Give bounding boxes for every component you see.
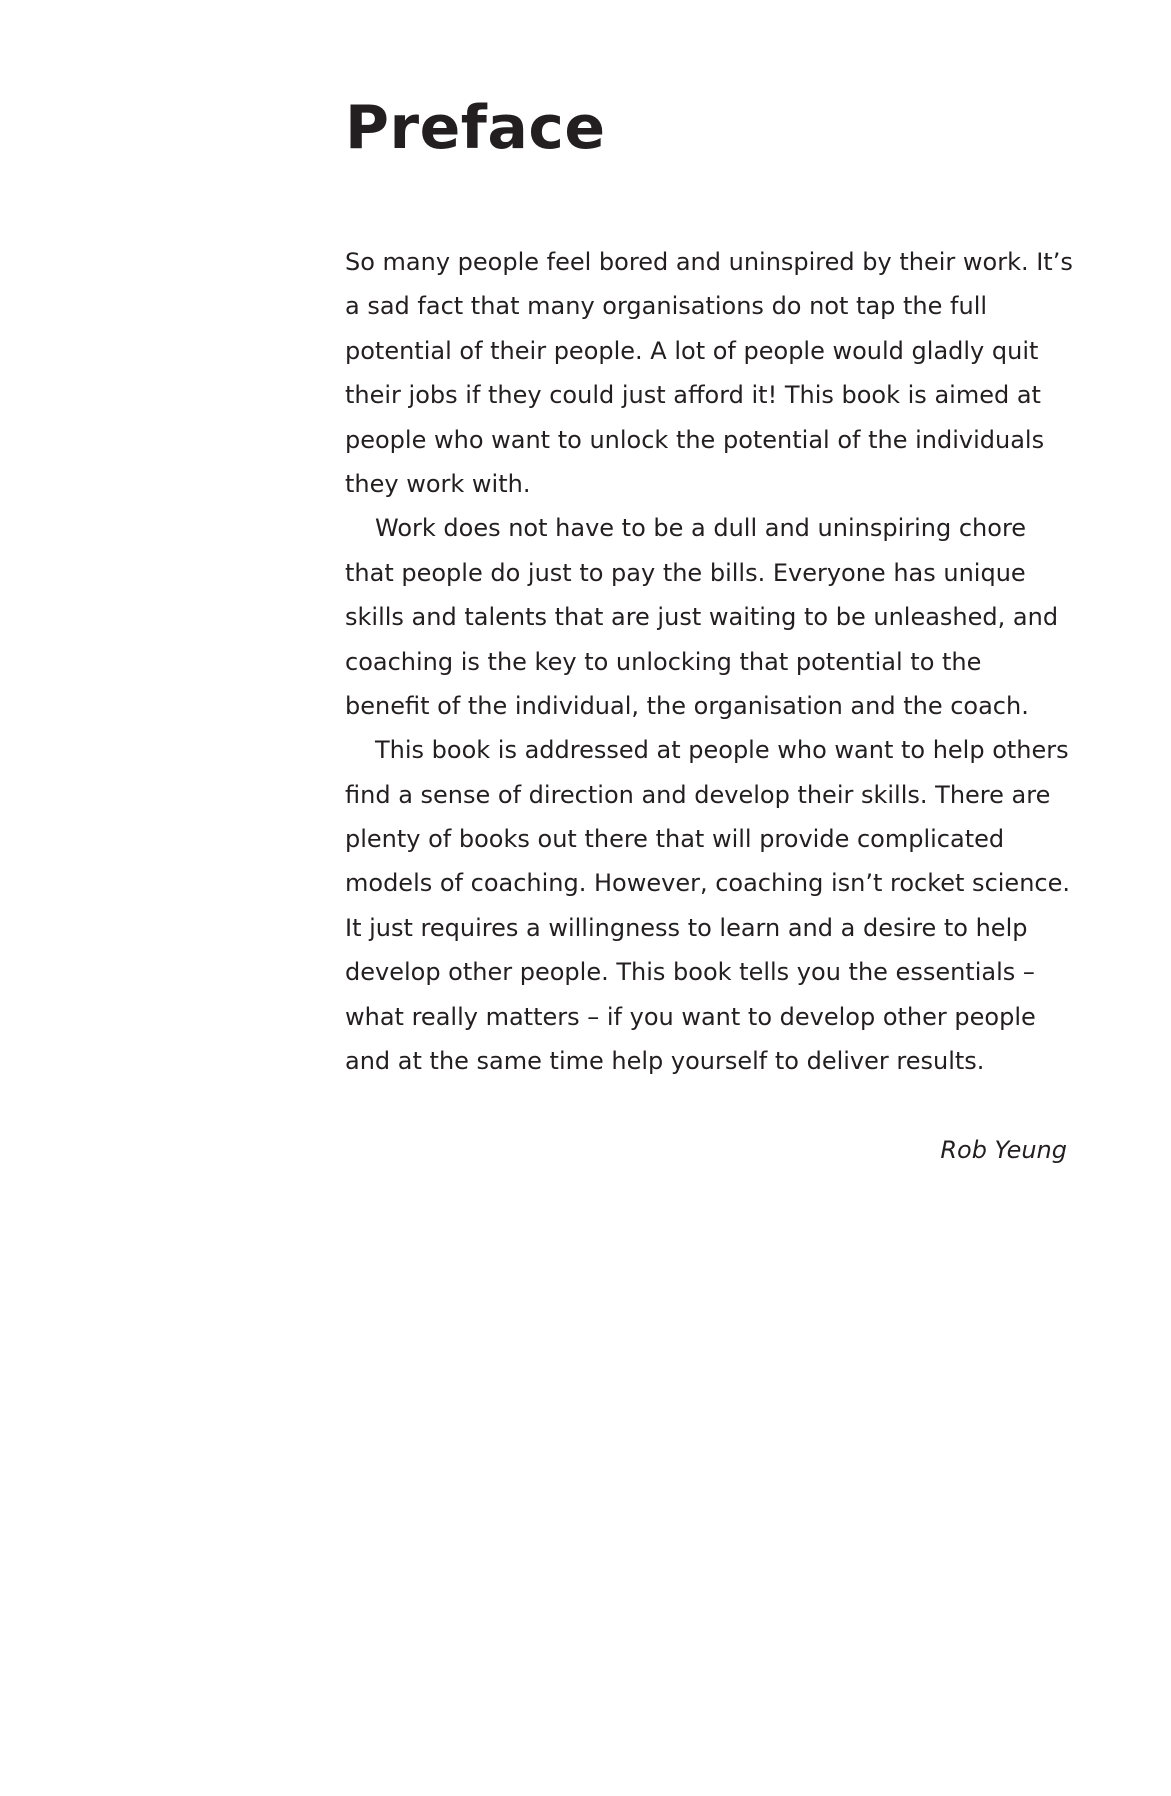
text-line: plenty of books out there that will provide complicated: [345, 825, 1005, 854]
text-line: find a sense of direction and develop their skills. There are: [345, 780, 1051, 809]
author-signature: Rob Yeung: [940, 1136, 1067, 1164]
text-line: So many people feel bored and uninspired by their work. It’s: [345, 248, 1073, 276]
text-line: coaching is the key to unlocking that potential to the: [345, 647, 982, 676]
paragraph-3: [345, 728, 1075, 1083]
preface-body: [345, 240, 1075, 1083]
text-line: what really matters – if you want to develop other people: [345, 1002, 1036, 1031]
text-line: This book is addressed at people who want to help others: [375, 736, 1069, 765]
paragraph-1: [345, 240, 1075, 506]
text-line: develop other people. This book tells you the essentials –: [345, 958, 1035, 987]
text-line: potential of their people. A lot of people would gladly quit: [345, 336, 1039, 365]
text-line: Work does not have to be a dull and uninspiring chore: [375, 514, 1027, 543]
text-line: models of coaching. However, coaching isn’t rocket science.: [345, 869, 1070, 898]
text-line: benefit of the individual, the organisation and the coach.: [345, 691, 1029, 720]
text-line: their jobs if they could just afford it! This book is aimed at: [345, 381, 1041, 410]
page-title: Preface: [345, 93, 606, 163]
text-line: that people do just to pay the bills. Everyone has unique: [345, 558, 1026, 587]
text-line: a sad fact that many organisations do not tap the full: [345, 292, 988, 321]
text-line: and at the same time help yourself to deliver results.: [345, 1047, 985, 1076]
text-line: people who want to unlock the potential of the individuals: [345, 425, 1045, 454]
text-line: skills and talents that are just waiting to be unleashed, and: [345, 603, 1059, 632]
text-line: It just requires a willingness to learn and a desire to help: [345, 913, 1028, 942]
text-line: they work with.: [345, 469, 531, 498]
paragraph-2: [345, 506, 1075, 728]
